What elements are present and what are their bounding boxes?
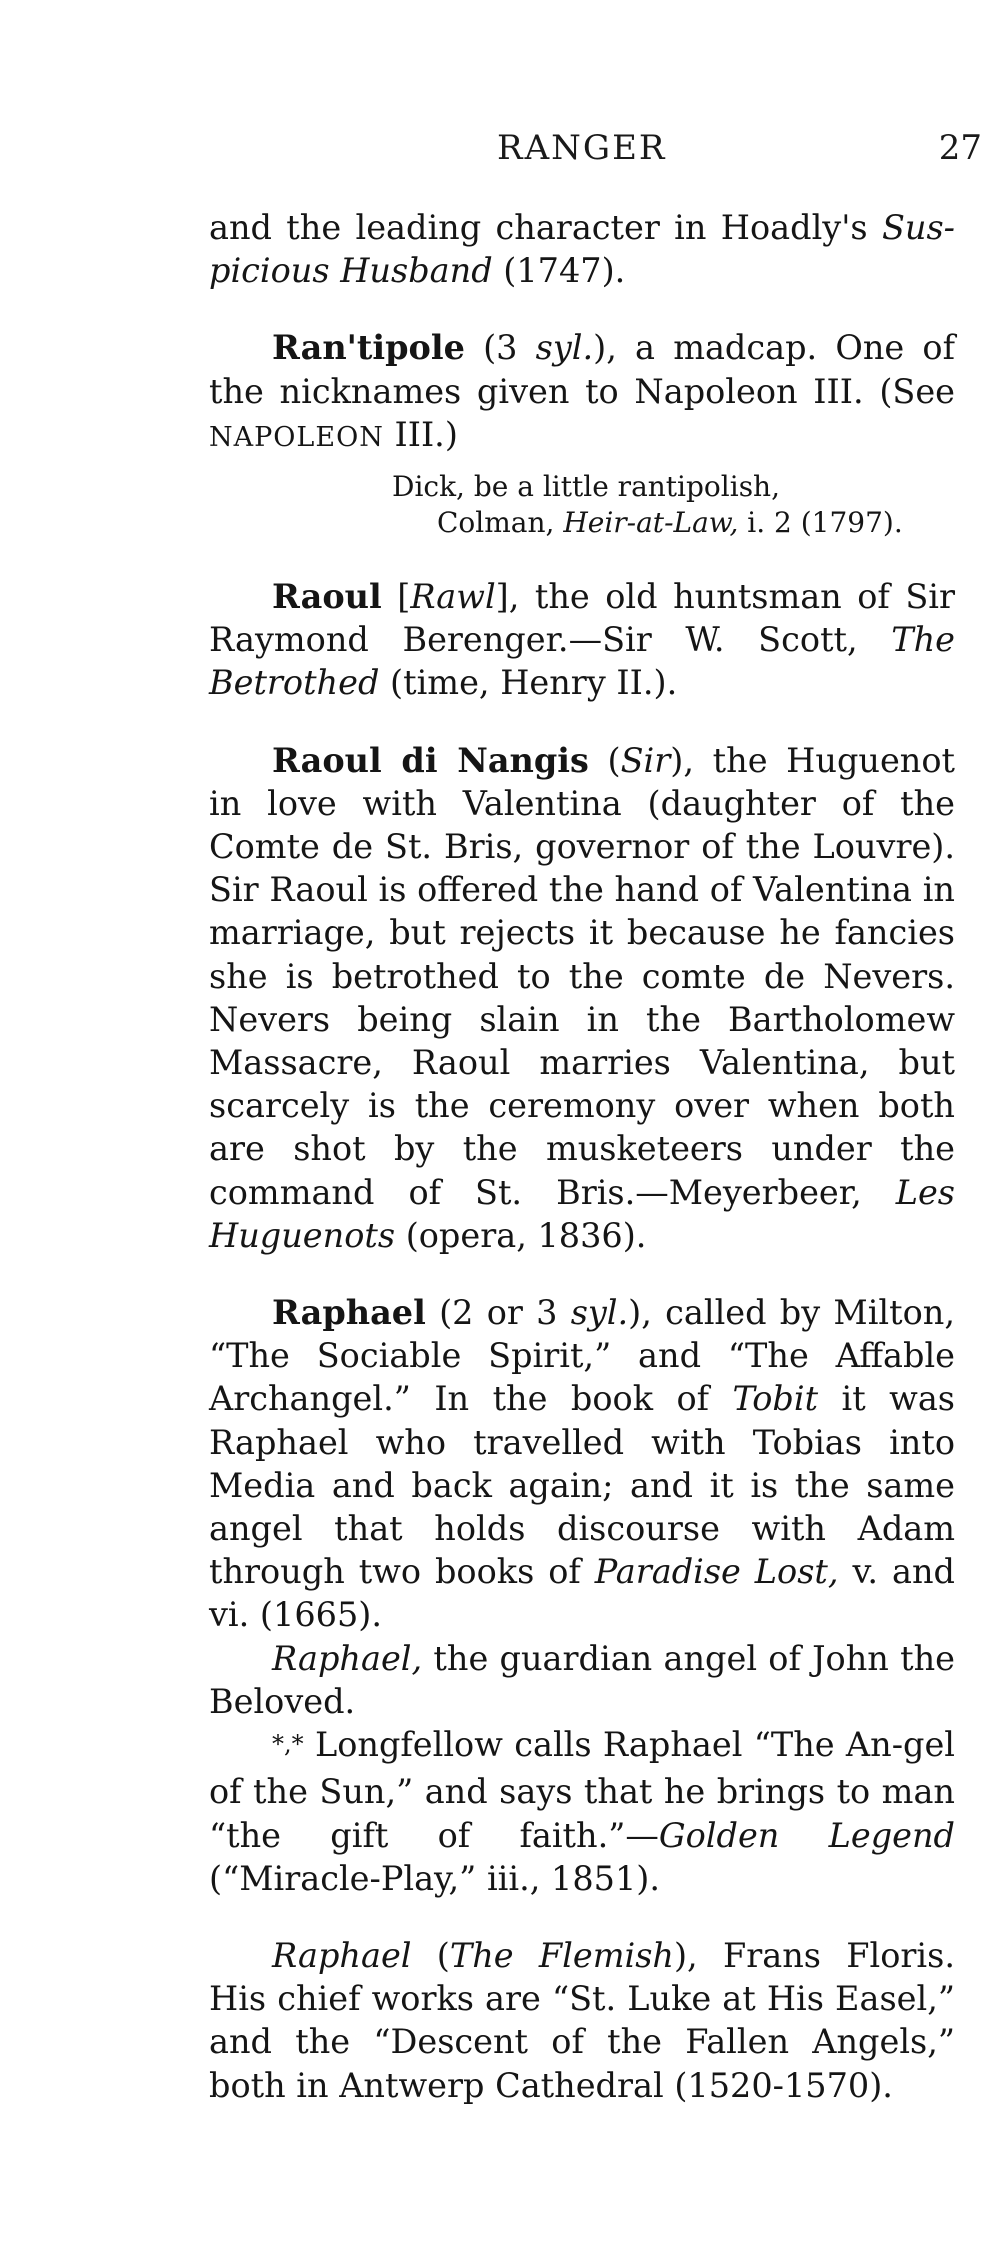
headword: Raoul xyxy=(272,577,382,617)
cross-reference: NAPOLEON xyxy=(209,421,384,453)
abbrev: syl. xyxy=(535,328,594,368)
entry-text: i. 2 (1797). xyxy=(738,506,903,540)
entry-text: III.) xyxy=(383,414,458,454)
title-abbrev: Sir xyxy=(620,740,671,780)
entry-raoul-di-nangis: Raoul di Nangis (Sir), the Huguenot in love with Valentina (daughter of the Comte de St. Bris, governor of the Louvre). Sir Raoul is offered the hand of Valentina in marriage, but rejects it because he fancies she is betrothed to the comte de Nevers. Nevers being slain in the Bartholomew Massacre, Raoul marries Valentina, but scarcely is the ceremony over when both are shot by the musketeers under the command of St. Bris.—Meyerbeer, Les Huguenots (opera, 1836). xyxy=(209,740,956,1255)
headword: Ran'tipole xyxy=(272,328,465,368)
entry-text: v. and vi. (1665). xyxy=(209,1552,955,1635)
work-title: Les Huguenots xyxy=(209,1172,955,1255)
work-title: Golden Legend xyxy=(658,1815,956,1855)
asterism-icon: *,* xyxy=(272,1730,304,1759)
entry-raphael xyxy=(209,1291,955,1637)
headword: Raphael xyxy=(272,1935,412,1975)
entry-text: , the Huguenot in love with Valentina (daughter of the Comte de St. Bris, governor of the Louvre). Sir Raoul is offered the hand of Valentina in marriage, but rejects it because he fancies she is betrothed to the comte de Nevers. Nevers being slain in the Bartholomew Massacre, Raoul marries Valentina, but scarcely is the ceremony over when both are shot by the musketeers under the command of St. Bris.—Meyerbeer, xyxy=(209,740,956,1212)
entry-text: , the old huntsman of Sir Raymond Berenger.—Sir W. Scott, xyxy=(209,577,955,660)
abbrev: syl. xyxy=(570,1293,629,1333)
page-number: 27 xyxy=(938,128,982,168)
quote-line: Dick, be a little rantipolish, xyxy=(392,470,780,504)
entry-raphael-note xyxy=(209,1723,955,1900)
work-title: The Betrothed xyxy=(209,620,955,703)
entry-text: (1747). xyxy=(492,251,626,291)
entry-text: Longfellow calls Raphael “The An-gel of the Sun,” and says that he brings to man “the gift of faith.”— xyxy=(209,1725,955,1855)
entry-text: ), called by Milton, “The Sociable Spirit,” and “The Affable Archangel.” In the book of xyxy=(209,1293,955,1419)
headword: Raphael xyxy=(272,1293,426,1333)
work-title: Paradise Lost, xyxy=(594,1552,839,1592)
entry-text: (2 or 3 xyxy=(425,1293,571,1333)
entry-text: ( xyxy=(411,1935,450,1975)
work-title: Tobit xyxy=(732,1379,819,1419)
headword: Raoul di Nangis xyxy=(272,740,589,780)
running-head: RANGER xyxy=(497,128,667,168)
entry-continuation xyxy=(209,206,955,292)
entry-raphael-guardian xyxy=(209,1637,955,1723)
quotation xyxy=(209,469,955,541)
entry-rantipole xyxy=(209,326,955,459)
text-column xyxy=(209,206,955,2107)
subentry-name: Raphael, xyxy=(272,1638,423,1678)
entry-text: (opera, 1836). xyxy=(395,1215,647,1255)
entry-text: it was Raphael who travelled with Tobias into Media and back again; and it is the same angel that holds discourse with Adam through two books of xyxy=(209,1379,955,1592)
entry-text: the guardian angel of John the Beloved. xyxy=(209,1638,955,1721)
work-title: Sus-picious Husband xyxy=(209,208,955,291)
entry-text: (3 xyxy=(464,328,536,368)
entry-text: ), Frans Floris. His chief works are “St. Luke at His Easel,” and the “Descent of the Fallen Angels,” both in Antwerp Cathedral (1520-1570). xyxy=(209,1935,955,2105)
quote-citation xyxy=(392,505,955,541)
quote-author: Colman, xyxy=(437,506,564,540)
epithet: The Flemish xyxy=(449,1935,674,1975)
entry-text: (time, Henry II.). xyxy=(379,663,678,703)
entry-raphael-flemish xyxy=(209,1934,955,2107)
entry-text: (“Miracle-Play,” iii., 1851). xyxy=(209,1858,661,1898)
work-title: Heir-at-Law, xyxy=(563,506,739,540)
page-header xyxy=(0,128,1000,178)
entry-raoul: Raoul [Rawl], the old huntsman of Sir Raymond Berenger.—Sir W. Scott, The Betrothed (time, Henry II.). xyxy=(209,577,955,703)
pronunciation: Rawl xyxy=(410,577,496,617)
entry-text: and the leading character in Hoadly's xyxy=(209,208,882,247)
entry-text: ), a madcap. One of the nicknames given to Napoleon III. (See xyxy=(209,328,955,411)
